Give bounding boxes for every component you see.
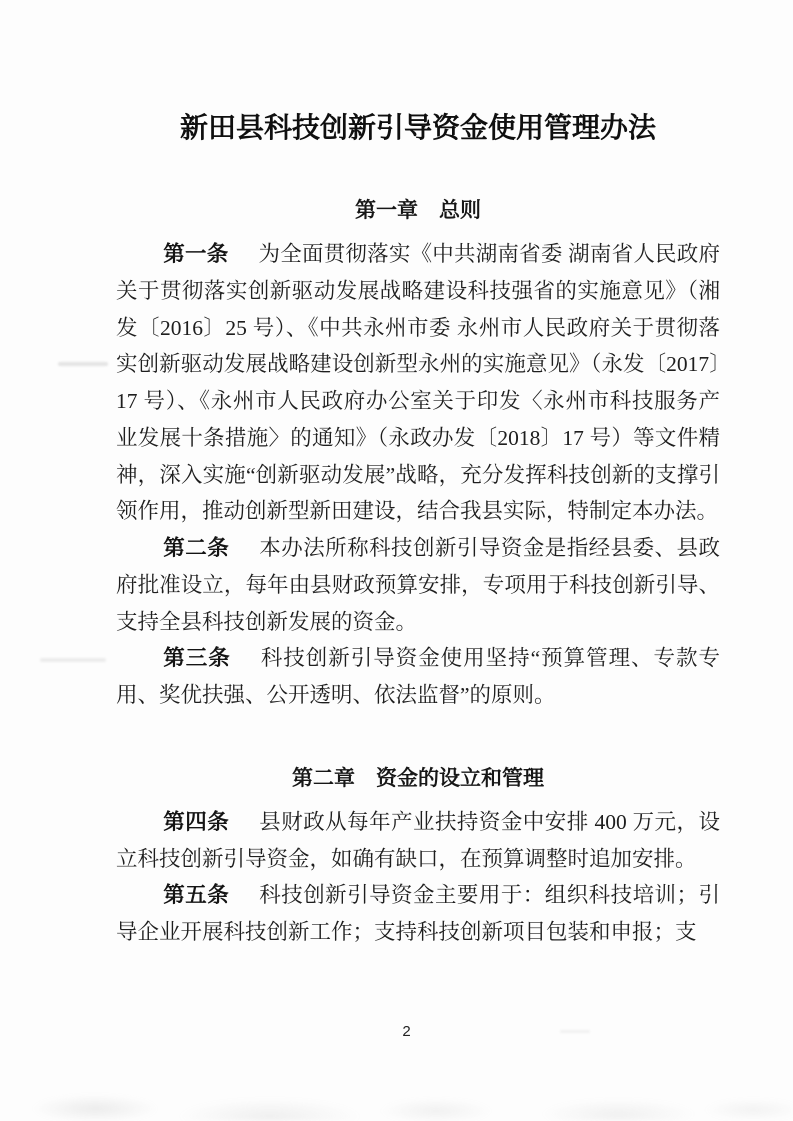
article-5 [116,877,720,951]
article-5-text: 科技创新引导资金主要用于：组织科技培训；引导企业开展科技创新工作；支持科技创新项目包装和申报；支 [116,883,720,944]
article-3 [116,640,720,714]
article-1-text: 为全面贯彻落实《中共湖南省委 湖南省人民政府关于贯彻落实创新驱动发展战略建设科技强省的实施意见》（湘发〔2016〕25 号）、《中共永州市委 永州市人民政府关于贯彻落实创新驱动发展战略建设创新型永州的实施意见》（永发〔2017〕17 号）、《永州市人民政府办公室关于印发〈永州市科技服务产业发展十条措施〉的通知》（永政办发〔2018〕17 号）等文件精神，深入实施“创新驱动发展”战略，充分发挥科技创新的支撑引领作用，推动创新型新田建设，结合我县实际，特制定本办法。 [116,242,720,524]
scan-artifact-speckle [560,1030,590,1033]
page-number: 2 [402,1023,411,1040]
article-4 [116,804,720,878]
article-4-label: 第四条 [163,809,230,834]
chapter-1-heading: 第一章 总则 [355,199,481,222]
article-2-label: 第二条 [163,536,230,560]
article-1 [116,236,720,530]
article-4-text: 县财政从每年产业扶持资金中安排 400 万元，设立科技创新引导资金，如确有缺口，在预算调整时追加安排。 [116,809,720,871]
scan-artifact-speckle [58,362,108,366]
article-2-text: 本办法所称科技创新引导资金是指经县委、县政府批准设立，每年由县财政预算安排，专项用于科技创新引导、支持全县科技创新发展的资金。 [116,536,720,634]
document-title: 新田县科技创新引导资金使用管理办法 [179,113,656,144]
document-content [116,0,720,951]
article-1-label: 第一条 [163,242,229,266]
chapter-2-heading: 第二章 资金的设立和管理 [292,766,544,790]
scan-artifact-bottom-noise [0,1065,793,1121]
article-3-label: 第三条 [163,646,231,671]
article-2 [116,530,720,640]
article-5-label: 第五条 [163,883,230,908]
article-3-text: 科技创新引导资金使用坚持“预算管理、专款专用、奖优扶强、公开透明、依法监督”的原则。 [116,646,720,707]
scan-artifact-speckle [40,658,106,662]
